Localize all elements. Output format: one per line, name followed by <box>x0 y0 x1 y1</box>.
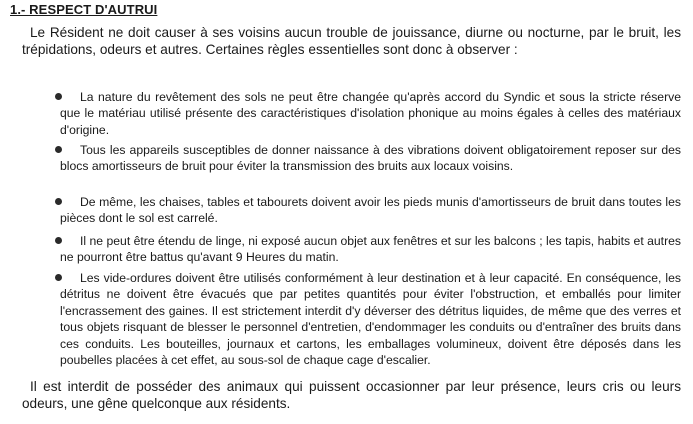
rule-item <box>60 142 681 175</box>
closing-paragraph: Il est interdit de posséder des animaux qui puissent occasionner par leur présence, leurs cris ou leurs odeurs, une gêne quelconque aux résidents. <box>22 379 681 411</box>
rule-text: La nature du revêtement des sols ne peut être changée qu'après accord du Syndic et sous la stricte réserve que le matériau utilisé présente des caractéristiques d'isolation phonique au moins égales à celles des matériaux d'origine. <box>60 90 681 137</box>
bullet-icon <box>55 93 62 100</box>
rule-item <box>60 89 681 138</box>
rule-text: De même, les chaises, tables et tabourets doivent avoir les pieds munis d'amortisseurs de bruit dans toutes les pièces dont le sol est carrelé. <box>60 195 681 226</box>
rule-item <box>60 270 681 368</box>
bullet-icon <box>55 237 62 244</box>
intro-paragraph: Le Résident ne doit causer à ses voisins aucun trouble de jouissance, diurne ou nocturne, par le bruit, les trépidations, odeurs et autres. Certaines règles essentielles sont donc à observer : <box>22 25 681 57</box>
rule-text: Les vide-ordures doivent être utilisés conformément à leur destination et à leur capacité. En conséquence, les détritus ne doivent être évacués que par petites quantités pour éviter l'obstruction, et emballés pour limiter l'encrassement des gaines. Il est strictement interdit d'y déverser des détritus liquides, de même que des verres et tous objets risquant de blesser le personnel d'entretien, d'endommager les conduits ou d'entraîner des bruits dans ces conduits. Les bouteilles, journaux et cartons, les emballages volumineux, doivent être déposés dans les poubelles placées à cet effet, au sous-sol de chaque cage d'escalier. <box>60 271 681 368</box>
rule-text: Il ne peut être étendu de linge, ni exposé aucun objet aux fenêtres et sur les balcons ; les tapis, habits et autres ne pourront être battus qu'avant 9 Heures du matin. <box>60 234 681 265</box>
bullet-icon <box>55 198 62 205</box>
rule-item <box>60 233 681 266</box>
rule-item <box>60 194 681 227</box>
bullet-icon <box>55 146 62 153</box>
section-heading: 1.- RESPECT D'AUTRUI <box>10 2 158 17</box>
rule-text: Tous les appareils susceptibles de donner naissance à des vibrations doivent obligatoirement reposer sur des blocs amortisseurs de bruit pour éviter la transmission des bruits aux locaux voisins. <box>60 143 681 174</box>
bullet-icon <box>55 274 62 281</box>
